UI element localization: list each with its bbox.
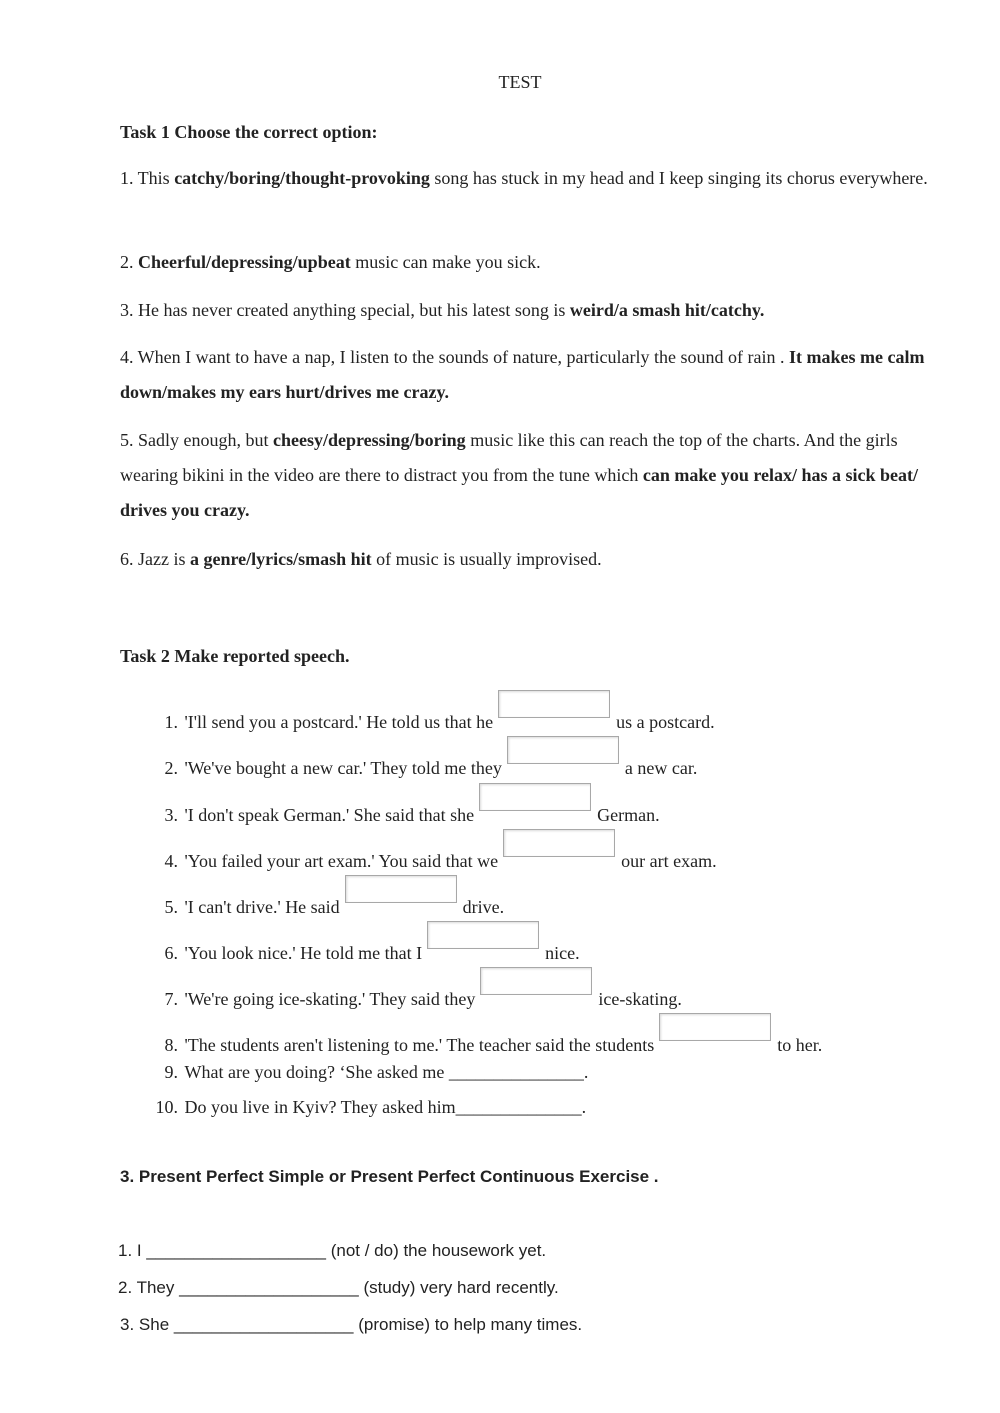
q6-text-c: of music is usually improvised.: [371, 549, 602, 569]
q4-text-a: 4. When I want to have a nap, I listen to the sounds of nature, particularly the sound of rain .: [120, 347, 789, 367]
task2-item: [148, 704, 715, 733]
item-suffix: German.: [597, 805, 660, 825]
q5-text-c: music like this can reach the top of the charts. And the girls wearing bikini in the video are there to distract you from the tune which: [120, 430, 898, 485]
answer-box-6[interactable]: [427, 921, 539, 949]
task3-heading: 3. Present Perfect Simple or Present Perfect Continuous Exercise .: [120, 1167, 659, 1186]
item-number: 7.: [164, 989, 178, 1009]
item-number: 3.: [164, 805, 178, 825]
q2-options: Cheerful/depressing/upbeat: [138, 252, 351, 272]
q1-options: catchy/boring/thought-provoking: [174, 168, 430, 188]
task2-item: [148, 1062, 588, 1083]
q1-text-a: 1. This: [120, 168, 175, 188]
answer-box-5[interactable]: [345, 875, 457, 903]
task1-question-4: [120, 340, 930, 410]
item-number: 6.: [164, 943, 178, 963]
item-suffix: us a postcard.: [616, 712, 715, 732]
task2-item: [148, 1097, 586, 1118]
q4-options: It makes me calm down/makes my ears hurt/drives me crazy.: [120, 347, 925, 402]
task3-item-2: 2. They ___________________ (study) very hard recently.: [118, 1278, 559, 1297]
task1-question-1: [120, 161, 930, 196]
task2-heading: Task 2 Make reported speech.: [120, 646, 350, 666]
item-number: 8.: [164, 1035, 178, 1055]
item-prompt: 'We've bought a new car.' They told me they: [184, 758, 502, 778]
task2-item: [148, 935, 580, 964]
item-number: 4.: [164, 851, 178, 871]
item-suffix: nice.: [545, 943, 580, 963]
item-prompt: 'I don't speak German.' She said that she: [184, 805, 475, 825]
answer-box-4[interactable]: [503, 829, 615, 857]
answer-box-3[interactable]: [479, 783, 591, 811]
answer-box-7[interactable]: [480, 967, 592, 995]
item-prompt: 'You look nice.' He told me that I: [184, 943, 423, 963]
item-suffix: drive.: [462, 897, 505, 917]
answer-box-1[interactable]: [498, 690, 610, 718]
item-prompt: 'The students aren't listening to me.' The teacher said the students: [184, 1035, 655, 1055]
task1-question-2: [120, 245, 930, 280]
item-prompt: 'You failed your art exam.' You said that we: [184, 851, 499, 871]
item-number: 10.: [155, 1097, 178, 1117]
q6-text-a: 6. Jazz is: [120, 549, 190, 569]
q6-options: a genre/lyrics/smash hit: [189, 549, 372, 569]
q2-text-a: 2.: [120, 252, 138, 272]
task1-question-3: [120, 293, 930, 328]
item-suffix: our art exam.: [621, 851, 717, 871]
task2-item: [148, 889, 504, 918]
item-number: 2.: [164, 758, 178, 778]
q5-text-a: 5. Sadly enough, but: [120, 430, 273, 450]
q5-options-1: cheesy/depressing/boring: [273, 430, 466, 450]
item-prompt: What are you doing? ‘She asked me _______________.: [184, 1062, 589, 1082]
item-number: 9.: [164, 1062, 178, 1082]
item-prompt: Do you live in Kyiv? They asked him______________.: [184, 1097, 587, 1117]
item-prompt: 'We're going ice-skating.' They said they: [184, 989, 476, 1009]
task1-question-5: [120, 423, 930, 528]
item-number: 1.: [164, 712, 178, 732]
item-suffix: to her.: [777, 1035, 823, 1055]
q2-text-c: music can make you sick.: [350, 252, 541, 272]
task2-item: [148, 843, 717, 872]
task1-question-6: [120, 542, 930, 577]
item-prompt: 'I can't drive.' He said: [184, 897, 340, 917]
item-suffix: a new car.: [624, 758, 698, 778]
answer-box-2[interactable]: [507, 736, 619, 764]
task1-heading: Task 1 Choose the correct option:: [120, 122, 378, 142]
task2-item: [148, 981, 682, 1010]
item-suffix: ice-skating.: [598, 989, 682, 1009]
task2-item: [148, 750, 697, 779]
item-prompt: 'I'll send you a postcard.' He told us that he: [184, 712, 494, 732]
answer-box-8[interactable]: [659, 1013, 771, 1041]
q1-text-c: song has stuck in my head and I keep singing its chorus everywhere.: [429, 168, 928, 188]
q3-text-a: 3. He has never created anything special, but his latest song is: [120, 300, 570, 320]
task2-item: [148, 797, 660, 826]
page-title: TEST: [498, 72, 542, 92]
task3-item-3: 3. She ___________________ (promise) to help many times.: [120, 1315, 583, 1334]
q5-options-2: can make you relax/ has a sick beat/ drives you crazy.: [120, 465, 919, 520]
task2-item: [148, 1027, 822, 1056]
item-number: 5.: [164, 897, 178, 917]
q3-options: weird/a smash hit/catchy.: [569, 300, 765, 320]
task3-item-1: 1. I ___________________ (not / do) the housework yet.: [118, 1241, 547, 1260]
